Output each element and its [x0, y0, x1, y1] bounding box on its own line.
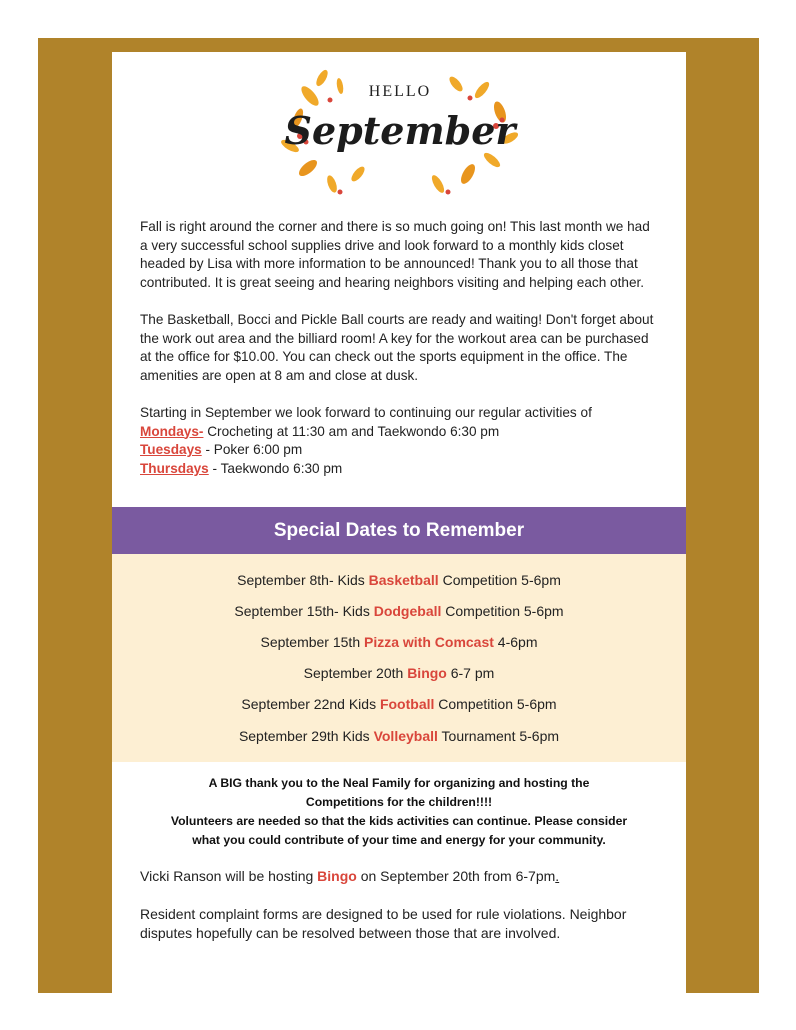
date-item — [112, 632, 686, 652]
date-time: Tournament 5-6pm — [437, 728, 560, 744]
hello-label: HELLO — [368, 83, 432, 100]
complaint-paragraph: Resident complaint forms are designed to be used for rule violations. Neighbor disputes hopefully can be resolved between those that are involved. — [140, 906, 627, 941]
mondays-detail: Crocheting at 11:30 am and Taekwondo 6:30 pm — [203, 423, 500, 439]
intro-paragraph-2: The Basketball, Bocci and Pickle Ball courts are ready and waiting! Don't forget about the work out area and the billiard room! A key for the workout area can be purchased at the office for $10.00. You can check out the sports equipment in the office. The amenities are open at 8 am and close at dusk. — [140, 311, 654, 383]
thursdays-detail: - Taekwondo 6:30 pm — [208, 460, 343, 476]
bingo-time: on September 20th from 6-7pm — [356, 868, 556, 884]
date-text: September 15th — [260, 634, 364, 650]
thursdays-link[interactable]: Thursdays — [140, 460, 209, 476]
date-time: Competition 5-6pm — [441, 603, 564, 619]
date-time: 6-7 pm — [446, 665, 495, 681]
september-title: September — [284, 108, 516, 153]
date-item — [112, 570, 686, 590]
bingo-text: Vicki Ranson will be hosting — [140, 868, 318, 884]
date-item — [112, 601, 686, 621]
intro-section — [140, 218, 660, 478]
mondays-link[interactable]: Mondays- — [140, 423, 204, 439]
tuesdays-link[interactable]: Tuesdays — [140, 442, 202, 458]
date-item — [112, 694, 686, 714]
date-text: September 20th — [303, 665, 408, 681]
event-highlight: Dodgeball — [373, 603, 442, 619]
event-highlight: Basketball — [368, 572, 439, 588]
event-highlight: Volleyball — [373, 728, 438, 744]
newsletter-sheet — [112, 52, 686, 993]
date-item — [112, 726, 686, 746]
volunteer-line: Volunteers are needed so that the kids activities can continue. Please consider — [170, 814, 628, 828]
date-time: Competition 5-6pm — [434, 696, 557, 712]
intro-paragraph-1: Fall is right around the corner and there is so much going on! This last month we had a very successful school supplies drive and look forward to a monthly kids closet headed by Lisa with more information to be announced! Thank you to all those that contributed. It is great seeing and hearing neighbors visiting and helping each other. — [140, 219, 650, 290]
date-text: September 22nd Kids — [241, 696, 380, 712]
date-text: September 29th Kids — [238, 728, 374, 744]
thanks-line: Competitions for the children!!!! — [305, 795, 493, 809]
tuesdays-detail: - Poker 6:00 pm — [201, 442, 303, 458]
date-text: September 15th- Kids — [234, 603, 374, 619]
event-highlight: Bingo — [407, 665, 447, 681]
event-highlight: Football — [379, 696, 435, 712]
date-text: September 8th- Kids — [237, 572, 369, 588]
activities-intro: Starting in September we look forward to continuing our regular activities of — [140, 404, 592, 420]
date-time: 4-6pm — [493, 634, 538, 650]
thank-you-note — [132, 774, 666, 850]
thanks-line: A BIG thank you to the Neal Family for organizing and hosting the — [208, 776, 590, 790]
bingo-paragraph — [140, 867, 660, 886]
bingo-link-dot[interactable]: . — [555, 868, 560, 884]
hello-september-banner — [270, 56, 530, 206]
date-item — [112, 663, 686, 683]
date-time: Competition 5-6pm — [438, 572, 561, 588]
activities-paragraph — [140, 404, 660, 478]
special-dates-header: Special Dates to Remember — [112, 507, 686, 554]
volunteer-line: what you could contribute of your time and energy for your community. — [192, 833, 606, 847]
bingo-highlight: Bingo — [317, 868, 357, 884]
special-dates-list — [112, 554, 686, 762]
event-highlight: Pizza with Comcast — [364, 634, 494, 650]
